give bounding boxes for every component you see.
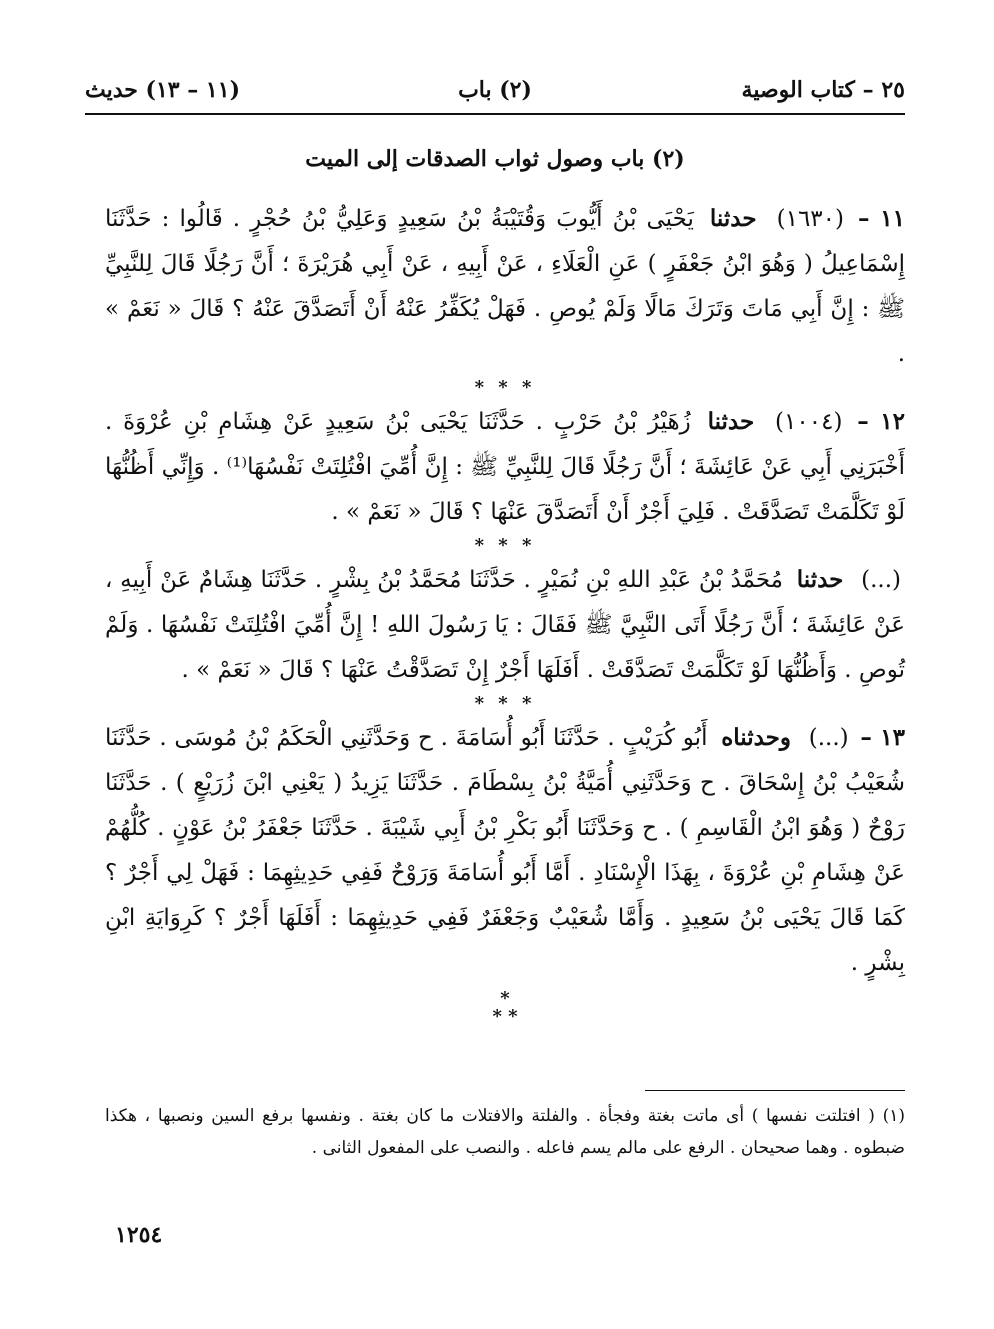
hadith-text: أَبُو كُرَيْبٍ . حَدَّثَنَا أَبُو أُسَامَةَ . ح وَحَدَّثَنِي الْحَكَمُ بْنُ مُوسَى . حَدَّثَنَا شُعَيْبُ بْنُ إِسْحَاقَ . ح وَحَدَّثَنِي أُمَيَّةُ بْنُ بِسْطَامَ . حَدَّثَنَا يَزِيدُ ( يَعْنِي ابْنَ زُرَيْعٍ ) . حَدَّثَنَا رَوْحٌ ( وَهُوَ ابْنُ الْقَاسِمِ ) . ح وَحَدَّثَنَا أَبُو بَكْرِ بْنُ أَبِي شَيْبَةَ . حَدَّثَنَا جَعْفَرُ بْنُ عَوْنٍ . كُلُّهُمْ عَنْ هِشَامِ بْنِ عُرْوَةَ ، بِهَذَا الْإِسْنَادِ . أَمَّا أَبُو أُسَامَةَ وَرَوْحٌ فَفِي حَدِيثِهِمَا : فَهَلْ لِي أَجْرٌ ؟ كَمَا قَالَ يَحْيَى بْنُ سَعِيدٍ . وَأَمَّا شُعَيْبٌ وَجَعْفَرٌ فَفِي حَدِيثِهِمَا : أَفَلَهَا أَجْرٌ ؟ كَرِوَايَةِ ابْنِ بِشْرٍ . — [105, 725, 905, 976]
narration-label: حدثنا — [796, 566, 844, 593]
narration-label: وحدثناه — [721, 724, 792, 751]
hadith-body — [105, 196, 905, 1026]
hadith-text: زُهَيْرُ بْنُ حَرْبٍ . حَدَّثَنَا يَحْيَى بْنُ سَعِيدٍ عَنْ هِشَامِ بْنِ عُرْوَةَ . أَخْبَرَنِي أَبِي عَنْ عَائِشَةَ ؛ أَنَّ رَجُلًا قَالَ لِلنَّبِيِّ ﷺ : إِنَّ أُمِّيَ افْتُلِتَتْ نَفْسُهَا⁽¹⁾ . وَإِنِّي أَظُنُّهَا لَوْ تَكَلَّمَتْ تَصَدَّقَتْ . فَلِيَ أَجْرٌ أَنْ أَتَصَدَّقَ عَنْهَا ؟ قَالَ « نَعَمْ » . — [105, 409, 905, 525]
hadith-11 — [105, 196, 905, 377]
separator-stars: * * * — [474, 693, 536, 714]
header-hadith-range: (١١ – ١٣) حديث — [85, 77, 240, 103]
header-rule — [85, 113, 905, 115]
footnote: (١) ( افتلتت نفسها ) أى ماتت بغتة وفجأة . والفلتة والافتلات ما كان بغتة . ونفسها برفع السين ونصبها ، هكذا ضبطوه . وهما صحيحان . الرفع على مالم يسم فاعله . والنصب على المفعول الثانى . — [105, 1106, 905, 1158]
header-book-title: ٢٥ – كتاب الوصية — [741, 77, 905, 103]
separator-stars: * * * — [474, 535, 536, 556]
hadith-number: ١٣ – — [860, 724, 906, 751]
header-chapter: (٢) باب — [458, 77, 532, 103]
hadith-12-variant — [105, 557, 905, 693]
hadith-number: ١١ – — [858, 205, 906, 232]
hadith-number: ١٢ – — [857, 408, 906, 435]
footnote-rule — [645, 1090, 905, 1091]
hadith-12 — [105, 399, 905, 535]
hadith-source-number: (...) — [808, 725, 849, 751]
end-mark-stars: * * * — [492, 988, 518, 1027]
narration-label: حدثنا — [709, 205, 757, 232]
chapter-title: (٢) باب وصول ثواب الصدقات إلى الميت — [305, 146, 685, 172]
hadith-source-number: (١٦٣٠) — [776, 206, 844, 232]
hadith-text: مُحَمَّدُ بْنُ عَبْدِ اللهِ بْنِ نُمَيْرٍ . حَدَّثَنَا مُحَمَّدُ بْنُ بِشْرٍ . حَدَّثَنَا هِشَامٌ عَنْ أَبِيهِ ، عَنْ عَائِشَةَ ؛ أَنَّ رَجُلًا أَتَى النَّبِيَّ ﷺ فَقَالَ : يَا رَسُولَ اللهِ ! إِنَّ أُمِّيَ افْتُلِتَتْ نَفْسُهَا . وَلَمْ تُوصِ . وَأَظُنُّهَا لَوْ تَكَلَّمَتْ تَصَدَّقَتْ . أَفَلَهَا أَجْرٌ إِنْ تَصَدَّقْتُ عَنْهَا ؟ قَالَ « نَعَمْ » . — [105, 567, 905, 683]
narration-label: حدثنا — [707, 408, 755, 435]
hadith-text: يَحْيَى بْنُ أَيُّوبَ وَقُتَيْبَةُ بْنُ سَعِيدٍ وَعَلِيُّ بْنُ حُجْرٍ . قَالُوا : حَدَّثَنَا إِسْمَاعِيلُ ( وَهُوَ ابْنُ جَعْفَرٍ ) عَنِ الْعَلَاءِ ، عَنْ أَبِيهِ ، عَنْ أَبِي هُرَيْرَةَ ؛ أَنَّ رَجُلًا قَالَ لِلنَّبِيِّ ﷺ : إِنَّ أَبِي مَاتَ وَتَرَكَ مَالًا وَلَمْ يُوصِ . فَهَلْ يُكَفِّرُ عَنْهُ أَنْ أَتَصَدَّقَ عَنْهُ ؟ قَالَ « نَعَمْ » . — [105, 206, 905, 367]
hadith-source-number: (...) — [861, 567, 902, 593]
hadith-source-number: (١٠٠٤) — [775, 409, 843, 435]
hadith-13 — [105, 715, 905, 986]
running-header — [85, 70, 905, 110]
separator-stars: * * * — [474, 377, 536, 398]
page-number: ١٢٥٤ — [115, 1222, 163, 1248]
